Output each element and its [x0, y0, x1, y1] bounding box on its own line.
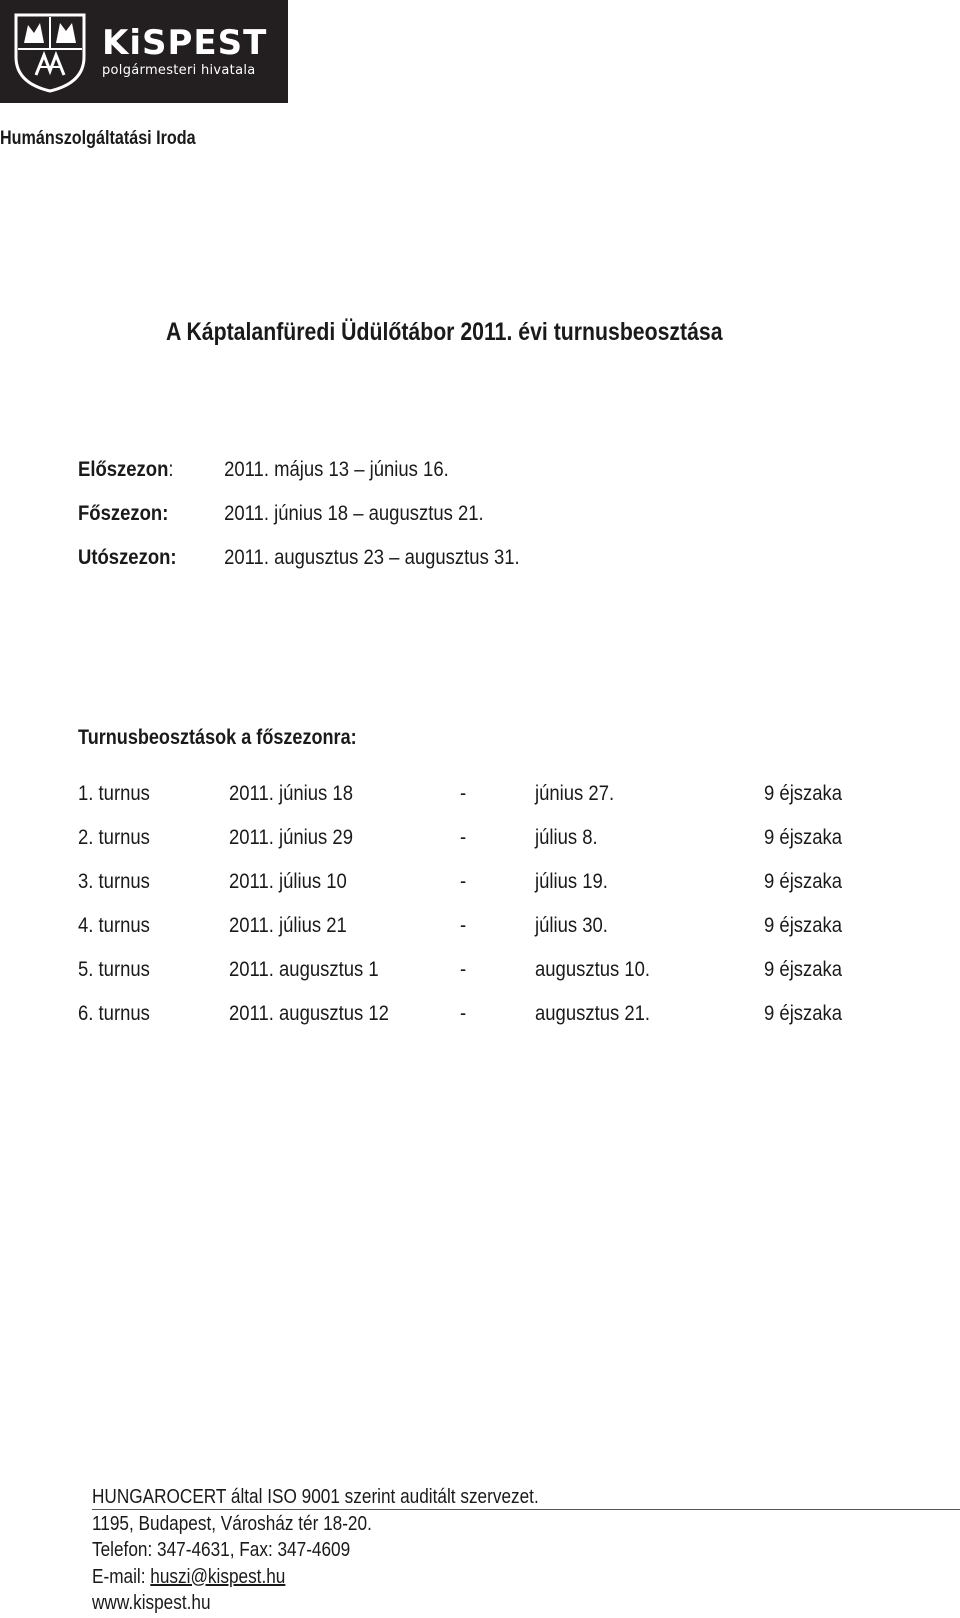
season-label: Utószezon: [78, 546, 177, 569]
turnus-nights: 9 éjszaka [764, 782, 843, 805]
turnus-end: július 19. [535, 870, 608, 893]
turnus-start: 2011. június 18 [229, 782, 353, 805]
turnus-end: július 8. [535, 826, 598, 849]
season-row-postseason [78, 546, 520, 570]
turnus-separator: - [460, 826, 467, 849]
turnus-start: 2011. július 10 [229, 870, 347, 893]
turnus-row [78, 914, 878, 944]
turnus-name: 4. turnus [78, 914, 150, 937]
season-dates: 2011. augusztus 23 – augusztus 31. [224, 546, 520, 569]
turnus-separator: - [460, 782, 467, 805]
document-title: A Káptalanfüredi Üdülőtábor 2011. évi turnusbeosztása [166, 318, 723, 346]
turnus-end: augusztus 21. [535, 1002, 651, 1025]
turnus-separator: - [460, 1002, 467, 1025]
footer-certification: HUNGAROCERT által ISO 9001 szerint auditált szervezet. [92, 1486, 539, 1508]
season-dates: 2011. június 18 – augusztus 21. [224, 502, 484, 525]
turnus-name: 5. turnus [78, 958, 150, 981]
footer-email-link[interactable]: huszi@kispest.hu [150, 1565, 286, 1588]
turnus-nights: 9 éjszaka [764, 870, 843, 893]
turnus-end: július 30. [535, 914, 608, 937]
turnus-nights: 9 éjszaka [764, 826, 843, 849]
turnus-end: augusztus 10. [535, 958, 651, 981]
turnus-start: 2011. június 29 [229, 826, 353, 849]
turnus-separator: - [460, 914, 467, 937]
season-label: Előszezon: [78, 458, 174, 481]
turnus-separator: - [460, 958, 467, 981]
turnus-separator: - [460, 870, 467, 893]
season-row-main-season [78, 502, 484, 526]
footer-email-label: E-mail: [92, 1565, 151, 1588]
logo-name: KiSPEST [102, 22, 268, 63]
turnus-row [78, 826, 878, 856]
section-heading: Turnusbeosztások a főszezonra: [78, 726, 357, 749]
turnus-nights: 9 éjszaka [764, 1002, 843, 1025]
footer [92, 1484, 960, 1617]
header-logo [0, 0, 288, 103]
footer-email-line [92, 1564, 838, 1591]
turnus-row [78, 1002, 878, 1032]
turnus-nights: 9 éjszaka [764, 958, 843, 981]
turnus-row [78, 782, 878, 812]
turnus-row [78, 870, 878, 900]
footer-phone-fax: Telefon: 347-4631, Fax: 347-4609 [92, 1539, 351, 1561]
logo-subtitle: polgármesteri hivatala [102, 62, 256, 78]
department-name: Humánszolgáltatási Iroda [0, 128, 196, 149]
turnus-name: 3. turnus [78, 870, 150, 893]
season-row-preseason [78, 458, 449, 482]
turnus-row [78, 958, 878, 988]
turnus-nights: 9 éjszaka [764, 914, 843, 937]
turnus-start: 2011. augusztus 12 [229, 1002, 389, 1025]
turnus-name: 6. turnus [78, 1002, 150, 1025]
turnus-start: 2011. augusztus 1 [229, 958, 379, 981]
turnus-start: 2011. július 21 [229, 914, 347, 937]
footer-website: www.kispest.hu [92, 1592, 211, 1614]
turnus-name: 1. turnus [78, 782, 150, 805]
footer-address: 1195, Budapest, Városház tér 18-20. [92, 1512, 372, 1535]
turnus-end: június 27. [535, 782, 615, 805]
season-label: Főszezon: [78, 502, 169, 525]
coat-of-arms-icon [10, 9, 90, 95]
season-dates: 2011. május 13 – június 16. [224, 458, 449, 481]
turnus-name: 2. turnus [78, 826, 150, 849]
